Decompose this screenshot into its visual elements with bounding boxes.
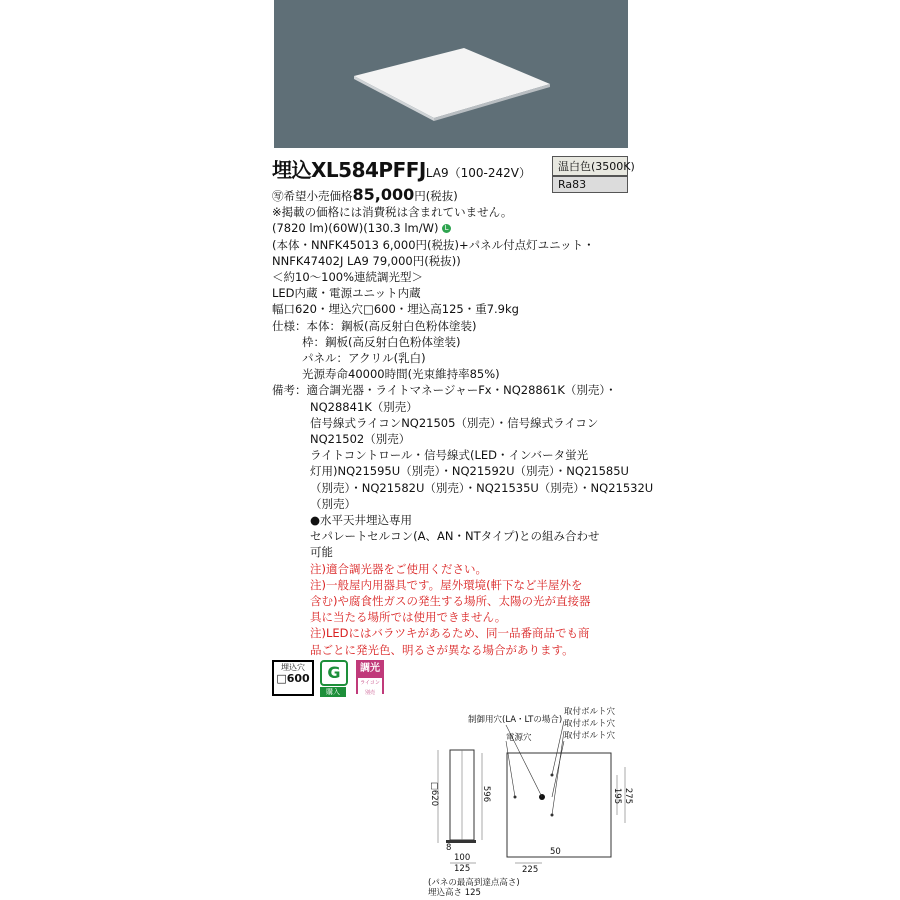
embed-height-caption: 埋込高さ 125 xyxy=(428,888,481,898)
note-line: 備考：適合調光器・ライトマネージャーFx・NQ28861K（別売）・ xyxy=(272,383,617,398)
bolt-hole-label: 取付ボルト穴 xyxy=(564,719,616,729)
warning-line: 注)適合調光器をご使用ください。 xyxy=(310,561,487,576)
warning-line: 注)一般屋内用器具です。屋外環境(軒下など半屋外を xyxy=(310,577,583,592)
dim-620: □620 xyxy=(429,781,440,807)
dim-225: 225 xyxy=(522,865,539,875)
warning-line: 品ごとに発光色、明るさが異なる場合があります。 xyxy=(310,642,574,657)
product-title xyxy=(272,154,531,183)
output-line: (7820 lm)(60W)(130.3 lm/W) L xyxy=(272,220,632,236)
dim-596: 596 xyxy=(481,785,492,803)
price-line: ㊢希望小売価格85,000円(税抜) xyxy=(272,185,458,204)
led-type-line: LED内蔵・電源ユニット内蔵 xyxy=(272,286,421,301)
light-color-badge: 温白色(3500K) xyxy=(552,156,628,176)
spec-line: 仕様：本体：鋼板(高反射白色粉体塗装) xyxy=(272,318,477,333)
note-line: NQ21502（別売） xyxy=(310,432,411,447)
dim-125: 125 xyxy=(454,864,471,874)
ra-badge: Ra83 xyxy=(552,176,628,193)
green-purchase-icon: G 購入 xyxy=(320,660,346,694)
components-line: (本体・NNFK45013 6,000円(税抜)+パネル付点灯ユニット・ xyxy=(272,237,595,252)
spec-line: パネル：アクリル(乳白) xyxy=(302,351,426,366)
note-line: （別売）・NQ21582U（別売）・NQ21535U（別売）・NQ21532U xyxy=(310,480,654,495)
dimming-icon: 調光 ライコン別売 xyxy=(356,660,384,694)
note-line: ●水平天井埋込専用 xyxy=(310,513,413,528)
note-line: NQ28841K（別売） xyxy=(310,399,418,414)
power-hole-label: 電源穴 xyxy=(506,733,532,743)
note-line: 信号線式ライコンNQ21505（別売）・信号線式ライコン xyxy=(310,415,599,430)
model-suffix: LA9（100-242V） xyxy=(425,166,531,180)
model-number: 埋込XL584PFFJ xyxy=(272,158,426,182)
dim-100: 100 xyxy=(454,853,471,863)
dim-8: 8 xyxy=(446,843,452,853)
dimming-line: ＜約10～100%連続調光型＞ xyxy=(272,270,424,285)
dim-275: 275 xyxy=(623,787,634,805)
embed-hole-mark xyxy=(272,660,314,696)
price-value: 85,000 xyxy=(352,185,415,204)
note-line: 灯用)NQ21595U（別売）・NQ21592U（別売）・NQ21585U xyxy=(310,464,629,479)
bolt-hole-label: 取付ボルト穴 xyxy=(564,707,616,717)
dim-50: 50 xyxy=(550,847,561,857)
embed-hole-label: 埋込穴 xyxy=(281,663,305,672)
drawing-caption: (パネの最高到達点高さ) xyxy=(428,878,520,888)
bolt-hole-label: 取付ボルト穴 xyxy=(564,731,616,741)
note-line: 可能 xyxy=(310,545,333,560)
components-line: NNFK47402J LA9 79,000円(税抜)) xyxy=(272,253,461,268)
tax-note: ※掲載の価格には消費税は含まれていません。 xyxy=(272,205,513,220)
note-line: （別売） xyxy=(310,496,356,511)
control-hole-label: 制御用穴(LA・LTの場合) xyxy=(468,715,563,725)
ceiling-panel-image xyxy=(274,0,628,148)
note-line: ライトコントロール・信号線式(LED・インバータ蛍光 xyxy=(310,448,589,463)
warning-line: 注)LEDにはバラツキがあるため、同一品番商品でも商 xyxy=(310,626,590,641)
warning-line: 含む)や腐食性ガスの発生する場所、太陽の光が直接器 xyxy=(310,594,591,609)
spec-text xyxy=(272,185,654,658)
dim-195: 195 xyxy=(612,787,623,805)
warning-line: 具に当たる場所では使用できません。 xyxy=(310,610,507,625)
product-photo xyxy=(274,0,628,148)
green-l-icon: L xyxy=(442,224,451,233)
note-line: セパレートセルコン(A、AN・NTタイプ)との組み合わせ xyxy=(310,529,600,544)
spec-line: 枠：鋼板(高反射白色粉体塗装) xyxy=(302,334,461,349)
embed-hole-size: □600 xyxy=(276,672,310,685)
size-line: 幅口620・埋込穴□600・埋込高125・重7.9kg xyxy=(272,302,519,317)
spec-line: 光源寿命40000時間(光束維持率85%) xyxy=(302,367,500,382)
